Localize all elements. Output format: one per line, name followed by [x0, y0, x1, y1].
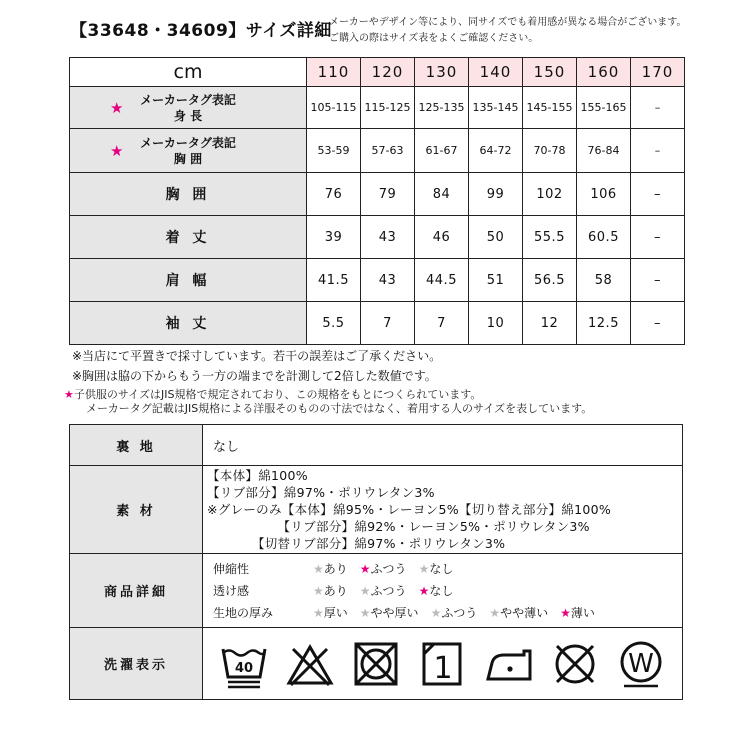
cell: 51 [469, 259, 523, 302]
cell: 145-155 [523, 87, 577, 129]
size-170: 170 [631, 58, 685, 87]
table-row [70, 129, 685, 173]
star-icon: ★ [313, 562, 324, 576]
cell: 102 [523, 173, 577, 216]
option [489, 604, 548, 621]
note-line-3 [64, 388, 592, 402]
table-row [70, 628, 683, 700]
row-label-line-2: 身 長 [173, 108, 203, 123]
material-line: 【リブ部分】綿97%・ポリウレタン3% [207, 485, 435, 500]
cell: 64-72 [469, 129, 523, 173]
option-label: 薄い [570, 606, 595, 620]
option-label: ふつう [370, 562, 407, 576]
row-label-tag-height [70, 87, 307, 129]
table-row [70, 466, 683, 554]
option-selected [560, 604, 595, 621]
jis-notes [64, 388, 592, 416]
cell: 41.5 [307, 259, 361, 302]
star-icon: ★ [313, 606, 324, 620]
table-row [70, 173, 685, 216]
iron-low-icon [484, 639, 534, 689]
option [313, 604, 348, 621]
cell: 7 [415, 302, 469, 345]
no-dry-clean-icon [550, 639, 600, 689]
detail-label: 商品詳細 [70, 554, 203, 628]
product-info-table [69, 424, 683, 700]
disclaimer-note [329, 15, 687, 47]
cell: 58 [577, 259, 631, 302]
cell: 55.5 [523, 216, 577, 259]
no-tumble-dry-icon [351, 639, 401, 689]
option [313, 582, 348, 599]
material-line: 【切替リブ部分】綿97%・ポリウレタン3% [207, 536, 506, 551]
cell: 70-78 [523, 129, 577, 173]
size-150: 150 [523, 58, 577, 87]
page-title: 【33648・34609】サイズ詳細 [70, 21, 332, 41]
cell: – [631, 87, 685, 129]
detail-value [203, 554, 683, 628]
size-header-row [70, 58, 685, 87]
cell: 44.5 [415, 259, 469, 302]
cell: 105-115 [307, 87, 361, 129]
row-label-sleeve: 袖 丈 [70, 302, 307, 345]
size-120: 120 [361, 58, 415, 87]
star-icon: ★ [110, 141, 124, 160]
row-label-chest: 胸 囲 [70, 173, 307, 216]
cell: 46 [415, 216, 469, 259]
material-line: ※グレーのみ【本体】綿95%・レーヨン5%【切り替え部分】綿100% [207, 502, 612, 517]
option-label: やや薄い [500, 606, 549, 620]
wash-symbols [203, 628, 683, 700]
row-label-shoulder: 肩 幅 [70, 259, 307, 302]
cell: – [631, 216, 685, 259]
lining-label: 裏 地 [70, 425, 203, 466]
wet-clean-text: W [628, 648, 654, 679]
measurement-notes [72, 346, 441, 386]
option [360, 582, 407, 599]
cell: 99 [469, 173, 523, 216]
cell: 76 [307, 173, 361, 216]
cell: – [631, 129, 685, 173]
star-icon: ★ [313, 584, 324, 598]
detail-sheerness [213, 580, 682, 602]
no-bleach-icon [285, 639, 335, 689]
cell: 43 [361, 216, 415, 259]
cell: – [631, 259, 685, 302]
note-line-2: ※胸囲は脇の下からもう一方の端までを計測して2倍した数値です。 [72, 369, 437, 383]
cell: 50 [469, 216, 523, 259]
cell: 5.5 [307, 302, 361, 345]
size-160: 160 [577, 58, 631, 87]
cell: 53-59 [307, 129, 361, 173]
cell: 60.5 [577, 216, 631, 259]
size-110: 110 [307, 58, 361, 87]
disclaimer-line-2: ご購入の際はサイズ表をよくご確認ください。 [329, 33, 539, 44]
unit-header: cm [70, 58, 307, 87]
table-row [70, 87, 685, 129]
cell: 84 [415, 173, 469, 216]
cell: – [631, 173, 685, 216]
cell: 76-84 [577, 129, 631, 173]
material-label: 素 材 [70, 466, 203, 554]
star-icon: ★ [359, 584, 371, 598]
table-row [70, 259, 685, 302]
cell: 57-63 [361, 129, 415, 173]
wash-symbol-row [203, 639, 682, 689]
cell: 12.5 [577, 302, 631, 345]
row-label-line-1: メーカータグ表記 [140, 135, 236, 150]
size-130: 130 [415, 58, 469, 87]
table-row [70, 302, 685, 345]
star-icon: ★ [359, 606, 371, 620]
option [419, 560, 454, 577]
star-icon: ★ [418, 584, 430, 598]
option-label: なし [429, 562, 454, 576]
star-icon: ★ [359, 562, 371, 576]
cell: 125-135 [415, 87, 469, 129]
option-label: 厚い [323, 606, 348, 620]
cell: 115-125 [361, 87, 415, 129]
row-label-line-1: メーカータグ表記 [140, 92, 236, 107]
detail-thickness [213, 602, 682, 624]
disclaimer-line-1: メーカーやデザイン等により、同サイズでも着用感が異なる場合がございます。 [329, 17, 687, 28]
star-icon: ★ [64, 388, 74, 401]
note-line-4: メーカータグ記載はJIS規格による洋服そのものの寸法ではなく、着用する人のサイズを表しています。 [86, 402, 593, 415]
cell: – [631, 302, 685, 345]
drip-dry-icon [417, 639, 467, 689]
wet-clean-icon [616, 639, 666, 689]
star-icon: ★ [418, 562, 430, 576]
note-line-3-text: 子供服のサイズはJIS規格で規定されており、この規格をもとにつくられています。 [73, 388, 482, 401]
note-line-1: ※当店にて平置きで採寸しています。若干の誤差はご了承ください。 [72, 349, 442, 363]
star-icon: ★ [430, 606, 442, 620]
star-icon: ★ [560, 606, 571, 620]
lining-value: なし [203, 425, 683, 466]
cell: 12 [523, 302, 577, 345]
table-row [70, 554, 683, 628]
option-selected [419, 582, 454, 599]
material-value [203, 466, 683, 554]
row-label-tag-chest [70, 129, 307, 173]
cell: 79 [361, 173, 415, 216]
option [360, 604, 419, 621]
cell: 39 [307, 216, 361, 259]
cell: 7 [361, 302, 415, 345]
cell: 61-67 [415, 129, 469, 173]
option-label: やや厚い [370, 606, 419, 620]
star-icon: ★ [110, 98, 124, 117]
row-label-line-2: 胸 囲 [173, 151, 203, 166]
material-line: 【本体】綿100% [207, 468, 308, 483]
cell: 106 [577, 173, 631, 216]
option [431, 604, 478, 621]
table-row [70, 425, 683, 466]
wash-temp-text: 40 [235, 660, 254, 676]
cell: 135-145 [469, 87, 523, 129]
option-selected [360, 560, 407, 577]
wash-label: 洗濯表示 [70, 628, 203, 700]
size-table [69, 57, 685, 345]
cell: 56.5 [523, 259, 577, 302]
table-row [70, 216, 685, 259]
wash-40-gentle-icon [219, 639, 269, 689]
detail-stretch [213, 558, 682, 580]
option-label: あり [323, 584, 348, 598]
detail-name: 伸縮性 [213, 562, 250, 576]
row-label-length: 着 丈 [70, 216, 307, 259]
line-dry-text: 1 [433, 650, 454, 686]
option [313, 560, 348, 577]
option-label: ふつう [370, 584, 407, 598]
size-140: 140 [469, 58, 523, 87]
option-label: なし [429, 584, 454, 598]
detail-name: 生地の厚み [213, 606, 274, 620]
star-icon: ★ [489, 606, 501, 620]
material-line: 【リブ部分】綿92%・レーヨン5%・ポリウレタン3% [207, 519, 590, 534]
cell: 43 [361, 259, 415, 302]
cell: 10 [469, 302, 523, 345]
option-label: あり [323, 562, 348, 576]
cell: 155-165 [577, 87, 631, 129]
detail-name: 透け感 [213, 584, 250, 598]
option-label: ふつう [441, 606, 478, 620]
